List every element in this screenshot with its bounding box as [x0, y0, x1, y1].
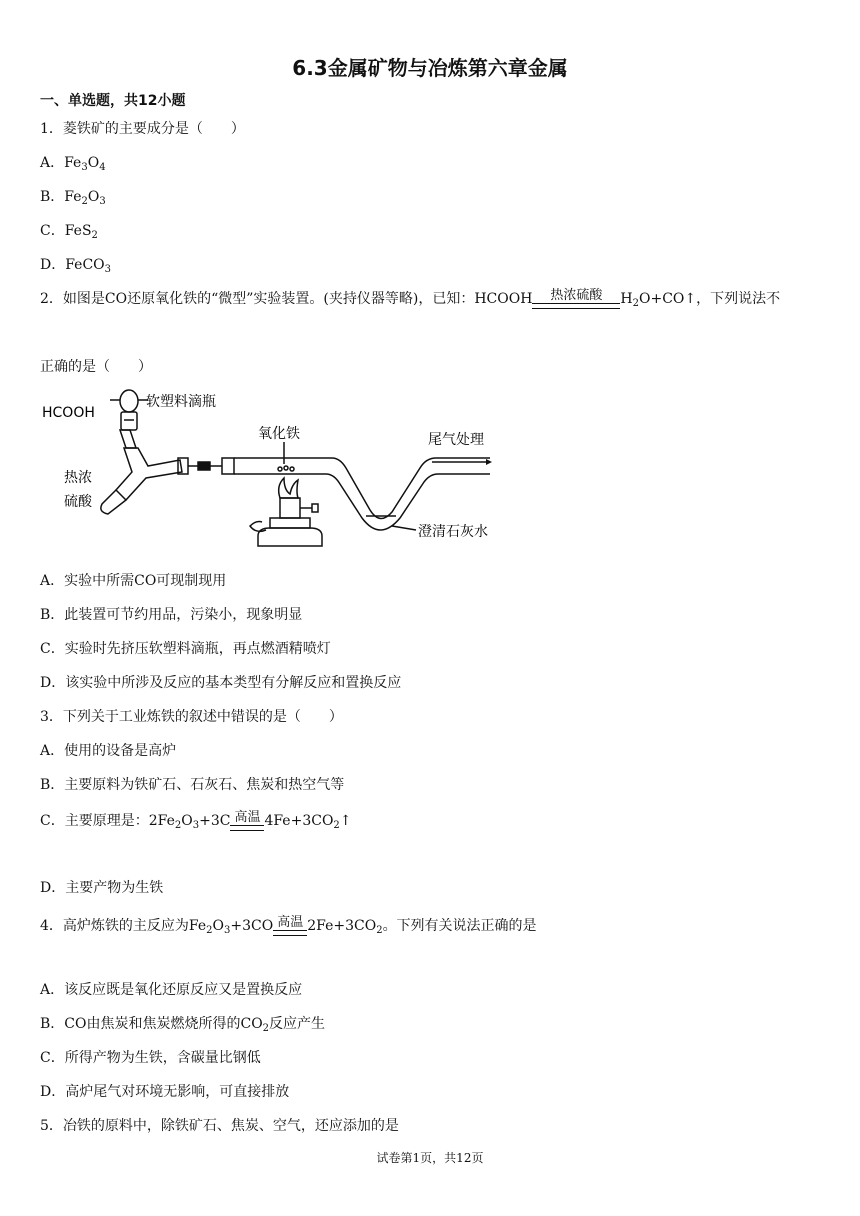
reaction-condition: 高温: [230, 810, 264, 831]
question-4-option-c[interactable]: C．所得产物为生铁，含碳量比钢低: [40, 1050, 261, 1066]
question-2-stem-line2: 正确的是（ ）: [40, 359, 152, 375]
question-4-option-b[interactable]: B．CO由焦炭和焦炭燃烧所得的$CO_2$反应产生: [40, 1016, 326, 1034]
question-3-option-d[interactable]: D．主要产物为生铁: [40, 880, 164, 896]
label-limewater: 澄清石灰水: [418, 524, 488, 540]
rubber-connector: [198, 462, 210, 470]
label-hcooh: HCOOH: [42, 405, 95, 421]
page-footer: 试卷第1页，共12页: [376, 1151, 484, 1165]
section-heading: 一、单选题，共12小题: [40, 93, 186, 109]
question-3-option-c[interactable]: C．主要原理是：$2Fe_2O_3+3C$ 高温 $4Fe+3CO_2↑$: [40, 810, 352, 831]
question-4-stem: 4．高炉炼铁的主反应为$Fe_2O_3+3CO$ 高温 $2Fe+3CO_2$。下列有关说法正确的是: [40, 915, 537, 936]
label-hot-acid-1: 热浓: [64, 470, 92, 486]
question-1-option-b[interactable]: B．$Fe_2O_3$: [40, 189, 106, 207]
question-2-option-a[interactable]: A．实验中所需CO可现制现用: [40, 573, 227, 589]
question-3-option-b[interactable]: B．主要原料为铁矿石、石灰石、焦炭和热空气等: [40, 777, 345, 793]
question-1-stem: 1．菱铁矿的主要成分是（ ）: [40, 121, 245, 137]
y-tube-upper-stopper: [120, 430, 136, 448]
burner-base: [258, 528, 322, 546]
reaction-tube-upper: [234, 458, 490, 519]
question-3-option-a[interactable]: A．使用的设备是高炉: [40, 743, 177, 759]
reaction-condition: 高温: [273, 915, 307, 936]
acid-tube: [101, 490, 126, 514]
label-iron-oxide: 氧化铁: [258, 426, 300, 442]
question-2-option-b[interactable]: B．此装置可节约用品，污染小，现象明显: [40, 607, 303, 623]
dropper-bulb: [120, 390, 138, 412]
question-5-stem: 5．冶铁的原料中，除铁矿石、焦炭、空气，还应添加的是: [40, 1118, 399, 1134]
question-1-option-a[interactable]: A．$Fe_3O_4$: [40, 155, 106, 173]
burner-handle: [250, 522, 266, 532]
apparatus-figure: [40, 386, 520, 558]
label-dropper-bottle: 软塑料滴瓶: [146, 394, 216, 410]
iron-oxide-particle: [278, 467, 282, 471]
question-2-stem: 2．如图是CO还原氧化铁的“微型”实验装置。(夹持仪器等略)，已知：HCOOH 热浓硫酸 $H_2O+CO↑$，下列说法不: [40, 288, 781, 309]
burner-neck: [280, 498, 300, 518]
y-tube: [116, 448, 182, 500]
reaction-tube-lower: [234, 474, 490, 530]
question-1-option-c[interactable]: C．FeS$_2$: [40, 223, 98, 241]
dropper-bottle: [121, 412, 137, 430]
glass-stopper: [222, 458, 234, 474]
question-2-option-d[interactable]: D．该实验中所涉及反应的基本类型有分解反应和置换反应: [40, 675, 402, 691]
label-hot-acid-2: 硫酸: [64, 494, 92, 510]
page-title: 6.3金属矿物与冶炼第六章金属: [292, 56, 568, 80]
question-2-option-c[interactable]: C．实验时先挤压软塑料滴瓶，再点燃酒精喷灯: [40, 641, 331, 657]
question-4-option-d[interactable]: D．高炉尾气对环境无影响，可直接排放: [40, 1084, 290, 1100]
reaction-arrow: 热浓硫酸: [532, 288, 620, 309]
label-exhaust: 尾气处理: [428, 432, 484, 448]
question-3-stem: 3．下列关于工业炼铁的叙述中错误的是（ ）: [40, 709, 343, 725]
burner-body: [270, 518, 310, 528]
flame: [279, 478, 298, 498]
question-1-option-d[interactable]: D．FeCO$_3$: [40, 257, 112, 275]
question-4-option-a[interactable]: A．该反应既是氧化还原反应又是置换反应: [40, 982, 303, 998]
